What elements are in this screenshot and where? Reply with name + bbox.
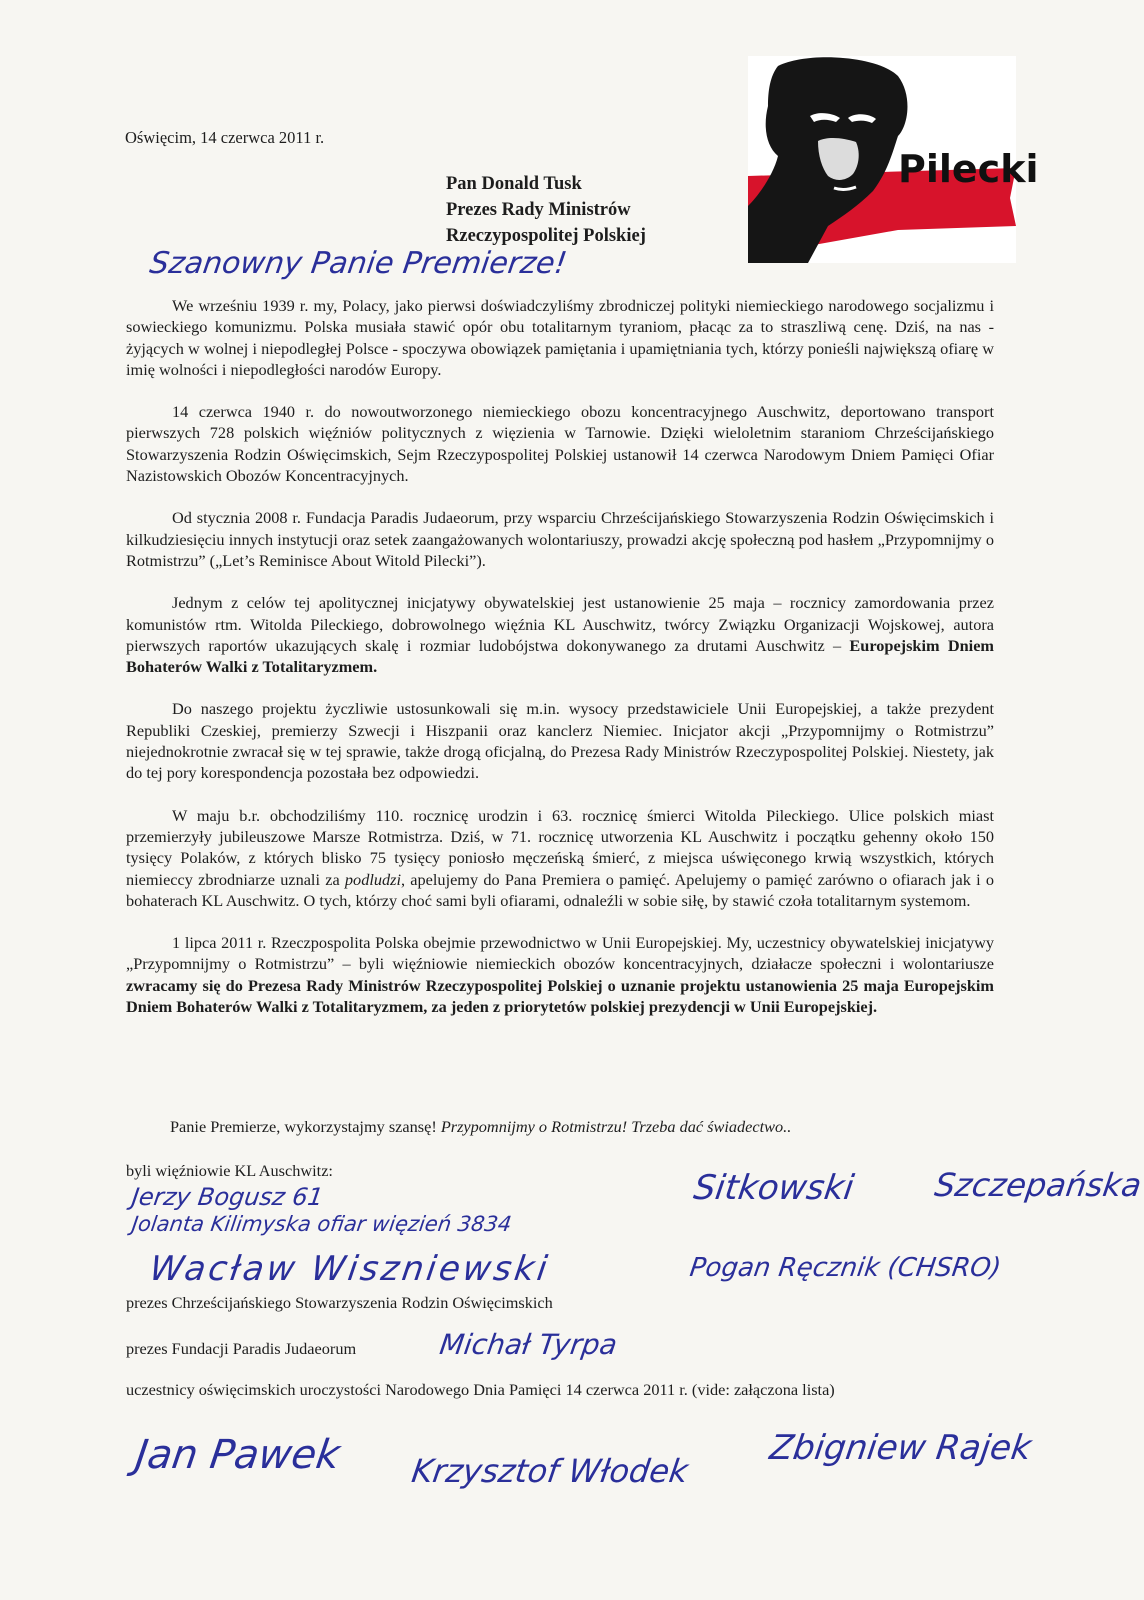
paragraph-3: Od stycznia 2008 r. Fundacja Paradis Judaeorum, przy wsparciu Chrześcijańskiego Stowarzyszenia Rodzin Oświęcimskich i kilkudziesięciu innych instytucji oraz setek zaangażowanych wolontariuszy, prowadzi akcję społeczną pod hasłem „Przypomnijmy o Rotmistrzu” („Let’s Reminisce About Witold Pilecki”). — [126, 508, 994, 570]
paragraph-4 — [126, 592, 994, 677]
place-date: Oświęcim, 14 czerwca 2011 r. — [125, 128, 325, 147]
foundation-president-signature: Michał Tyrpa — [437, 1328, 620, 1361]
paragraph-4-bold: Europejskim Dniem Bohaterów Walki z Totalitaryzmem. — [126, 635, 994, 677]
signature-bottom-3: Zbigniew Rajek — [767, 1428, 1034, 1468]
signature-right-1b: Szczepańska — [932, 1166, 1144, 1204]
addressee-title: Prezes Rady Ministrów — [446, 200, 631, 220]
signature-line-2: Jolanta Kilimyska ofiar więzień 3834 — [130, 1212, 514, 1236]
participants-label: uczestnicy oświęcimskich uroczystości Narodowego Dnia Pamięci 14 czerwca 2011 r. (vide: załączona lista) — [126, 1380, 835, 1399]
signature-right-1: Sitkowski — [691, 1168, 857, 1208]
closing-line — [170, 1117, 791, 1137]
association-president-label: prezes Chrześcijańskiego Stowarzyszenia Rodzin Oświęcimskich — [126, 1293, 553, 1312]
paragraph-7-text: 1 lipca 2011 r. Rzeczpospolita Polska obejmie przewodnictwo w Unii Europejskiej. My, uczestnicy obywatelskiej inicjatywy „Przypomnijmy o Rotmistrzu” – byli więźniowie niemieckich obozów koncentracyjnych, działacze społeczni i wolontariusze — [126, 933, 994, 974]
paragraph-6-italic: podludzi — [344, 869, 401, 889]
foundation-president-label: prezes Fundacji Paradis Judaeorum — [126, 1339, 357, 1358]
addressee-name: Pan Donald Tusk — [446, 174, 582, 194]
closing-italic: Przypomnijmy o Rotmistrzu! Trzeba dać świadectwo.. — [440, 1117, 792, 1136]
paragraph-7-bold: zwracamy się do Prezesa Rady Ministrów Rzeczypospolitej Polskiej o uznanie projektu ustanowienia 25 maja Europejskim Dniem Bohaterów Walki z Totalitaryzmem, za jeden z priorytetów polskiej prezydencji w Unii Europejskiej. — [126, 975, 994, 1017]
letter-body — [126, 295, 994, 1038]
signature-bottom-1: Jan Pawek — [132, 1432, 343, 1478]
paragraph-6 — [126, 805, 994, 911]
paragraph-6-text: W maju b.r. obchodziliśmy 110. rocznicę urodzin i 63. rocznicę śmierci Witolda Pileckiego. Ulice polskich miast przemierzyły jubileuszowe Marsze Rotmistrza. Dziś, w 71. rocznicę utworzenia KL Auschwitz i początku gehenny około 150 tysięcy Polaków, z których blisko 75 tysięcy poniosło męczeńską śmierć, z miejsca uświęconego krwią wszystkich, których niemieccy zbrodniarze uznali za — [126, 805, 994, 889]
signature-line-3: Wacław Wiszniewski — [147, 1249, 553, 1289]
paragraph-7 — [126, 932, 994, 1017]
logo-text: Pilecki — [898, 147, 1039, 191]
paragraph-2: 14 czerwca 1940 r. do nowoutworzonego niemieckiego obozu koncentracyjnego Auschwitz, deportowano transport pierwszych 728 polskich więźniów politycznych z więzienia w Tarnowie. Dzięki wieloletnim staraniom Chrześcijańskiego Stowarzyszenia Rodzin Oświęcimskich, Sejm Rzeczypospolitej Polskiej ustanowił 14 czerwca Narodowym Dniem Pamięci Ofiar Nazistowskich Obozów Koncentracyjnych. — [126, 402, 994, 486]
pilecki-logo — [748, 56, 1039, 263]
salutation: Szanowny Panie Premierze! — [147, 246, 570, 281]
paragraph-5: Do naszego projektu życzliwie ustosunkowali się m.in. wysocy przedstawiciele Unii Europejskiej, a także prezydent Republiki Czeskiej, premierzy Szwecji i Hiszpanii oraz kanclerz Niemiec. Inicjator akcji „Przypomnijmy o Rotmistrzu” niejednokrotnie zwracał się w tej sprawie, także drogą oficjalną, do Prezesa Rady Ministrów Rzeczypospolitej Polskiej. Niestety, jak do tej pory korespondencja pozostała bez odpowiedzi. — [126, 699, 994, 783]
addressee-block — [446, 171, 646, 249]
paragraph-6-text-end: , apelujemy do Pana Premiera o pamięć. Apelujemy o pamięć zarówno o ofiarach jak i o bohaterach KL Auschwitz. O tych, którzy choć sami byli ofiarami, odnaleźli w sobie siłę, by stawić czoła totalitarnym systemom. — [126, 869, 994, 910]
former-prisoners-label: byli więźniowie KL Auschwitz: — [126, 1161, 333, 1180]
signature-right-2: Pogan Ręcznik (CHSRO) — [687, 1253, 1003, 1283]
paragraph-1: We wrześniu 1939 r. my, Polacy, jako pierwsi doświadczyliśmy zbrodniczej polityki niemieckiego narodowego socjalizmu i sowieckiego komunizmu. Polska musiała stawić opór obu totalitarnym tyraniom, płacąc za to straszliwą cenę. Dziś, na nas - żyjących w wolnej i niepodległej Polsce - spoczywa obowiązek pamiętania i upamiętniania tych, którzy ponieśli największą ofiarę w imię wolności i niepodległości narodów Europy. — [126, 296, 994, 379]
paragraph-4-text: Jednym z celów tej apolitycznej inicjatywy obywatelskiej jest ustanowienie 25 maja – rocznicy zamordowania przez komunistów rtm. Witolda Pileckiego, dobrowolnego więźnia KL Auschwitz, twórcy Związku Organizacji Wojskowej, autora pierwszych raportów ukazujących skalę i rozmiar ludobójstwa dokonywanego za drutami Auschwitz – — [126, 593, 994, 655]
signature-bottom-2: Krzysztof Włodek — [409, 1452, 691, 1490]
addressee-country: Rzeczypospolitej Polskiej — [446, 226, 646, 246]
closing-text: Panie Premierze, wykorzystajmy szansę! — [170, 1117, 441, 1136]
signature-line-1: Jerzy Bogusz 61 — [130, 1183, 325, 1211]
